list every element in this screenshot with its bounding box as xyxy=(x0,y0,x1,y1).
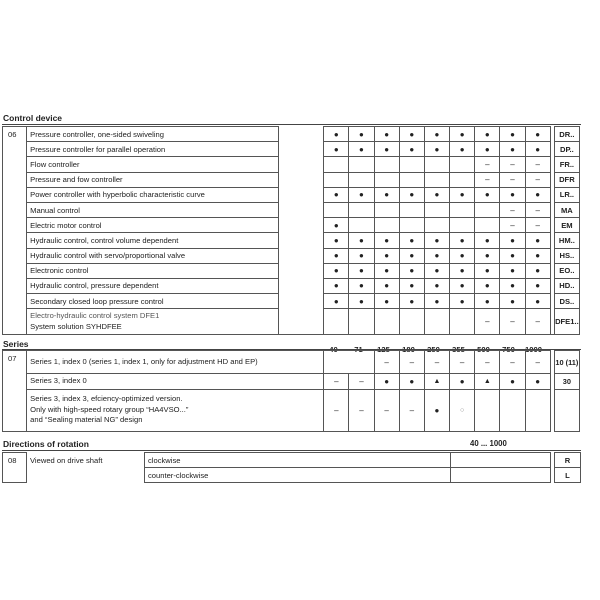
control-mark: ● xyxy=(424,233,449,248)
control-code: HD.. xyxy=(554,278,579,293)
series-mark: – xyxy=(349,374,374,390)
control-mark: – xyxy=(500,202,525,217)
control-mark xyxy=(450,157,475,172)
control-row xyxy=(3,142,580,157)
control-mark: ● xyxy=(399,278,424,293)
series-mark: – xyxy=(525,351,550,374)
control-mark: ● xyxy=(500,187,525,202)
control-mark xyxy=(399,202,424,217)
series-mark xyxy=(349,351,374,374)
series-mark: – xyxy=(374,389,399,431)
control-mark: – xyxy=(525,309,550,335)
control-mark: ● xyxy=(374,142,399,157)
series-title: Series xyxy=(3,339,29,349)
control-row xyxy=(3,248,580,263)
series-code: 30 xyxy=(554,374,579,390)
control-mark: ● xyxy=(475,248,500,263)
control-code: MA xyxy=(554,202,579,217)
control-mark: ● xyxy=(324,263,349,278)
control-mark: ● xyxy=(399,263,424,278)
control-mark: ● xyxy=(374,278,399,293)
control-label: Hydraulic control, control volume dependent xyxy=(27,233,279,248)
control-mark xyxy=(349,218,374,233)
series-mark: ● xyxy=(450,374,475,390)
control-mark: – xyxy=(475,172,500,187)
control-mark: ● xyxy=(525,248,550,263)
control-mark: ● xyxy=(399,187,424,202)
control-mark xyxy=(374,172,399,187)
control-row xyxy=(3,218,580,233)
series-mark xyxy=(525,389,550,431)
control-row xyxy=(3,263,580,278)
control-mark: ● xyxy=(399,294,424,309)
series-mark: – xyxy=(349,389,374,431)
control-label: Pressure controller for parallel operation xyxy=(27,142,279,157)
series-mark: ● xyxy=(424,389,449,431)
control-row xyxy=(3,187,580,202)
control-label: Hydraulic control, pressure dependent xyxy=(27,278,279,293)
control-mark: ● xyxy=(475,127,500,142)
rotation-option-clockwise: clockwise xyxy=(145,453,451,468)
control-group-no: 06 xyxy=(3,127,27,335)
control-mark: ● xyxy=(500,294,525,309)
series-table xyxy=(2,350,580,432)
control-code: DFR xyxy=(554,172,579,187)
control-mark: ● xyxy=(525,233,550,248)
control-mark xyxy=(450,309,475,335)
control-code: EO.. xyxy=(554,263,579,278)
control-row-dfe xyxy=(3,309,580,335)
rotation-group-no: 08 xyxy=(3,453,27,483)
control-mark: ● xyxy=(475,187,500,202)
control-row xyxy=(3,233,580,248)
control-mark: ● xyxy=(349,127,374,142)
series-mark: ● xyxy=(399,374,424,390)
control-mark: ● xyxy=(349,294,374,309)
control-mark: ● xyxy=(374,187,399,202)
control-mark: ● xyxy=(349,263,374,278)
rotation-table xyxy=(2,452,581,483)
series-row xyxy=(3,374,580,390)
series-mark: ● xyxy=(374,374,399,390)
control-mark: ● xyxy=(324,294,349,309)
control-mark: – xyxy=(475,157,500,172)
control-mark: ● xyxy=(424,278,449,293)
control-mark: – xyxy=(475,309,500,335)
series-code: 10 (11) xyxy=(554,351,579,374)
rotation-code-r: R xyxy=(555,453,581,468)
control-mark: ● xyxy=(475,142,500,157)
control-mark xyxy=(324,309,349,335)
control-mark xyxy=(399,218,424,233)
control-mark: ● xyxy=(349,233,374,248)
control-mark: ● xyxy=(450,263,475,278)
control-code: HS.. xyxy=(554,248,579,263)
series-label xyxy=(27,351,324,374)
control-code: HM.. xyxy=(554,233,579,248)
control-mark xyxy=(349,172,374,187)
control-mark: ● xyxy=(500,263,525,278)
control-mark xyxy=(424,202,449,217)
series-mark: – xyxy=(324,389,349,431)
control-mark: ● xyxy=(374,294,399,309)
control-code: DP.. xyxy=(554,142,579,157)
series-mark: – xyxy=(475,351,500,374)
control-mark: ● xyxy=(450,278,475,293)
rotation-rule xyxy=(2,450,581,451)
control-row xyxy=(3,127,580,142)
series-group-no: 07 xyxy=(3,351,27,432)
control-mark: ● xyxy=(324,218,349,233)
control-mark: ● xyxy=(399,142,424,157)
control-mark: ● xyxy=(374,248,399,263)
control-label-dfe xyxy=(27,309,279,335)
control-mark xyxy=(374,218,399,233)
control-mark: ● xyxy=(374,263,399,278)
control-mark: ● xyxy=(324,187,349,202)
control-device-title: Control device xyxy=(3,113,63,123)
control-mark: ● xyxy=(399,248,424,263)
control-mark xyxy=(399,309,424,335)
control-mark: ● xyxy=(500,248,525,263)
series-label-line3: and “Sealing material NG” design xyxy=(30,415,143,425)
rotation-option-counter-clockwise: counter-clockwise xyxy=(145,468,451,483)
series-mark: – xyxy=(399,351,424,374)
control-code-dfe: DFE1.. xyxy=(554,309,579,335)
control-mark xyxy=(324,172,349,187)
control-code: DS.. xyxy=(554,294,579,309)
series-mark: ○ xyxy=(450,389,475,431)
control-mark: ● xyxy=(525,142,550,157)
control-mark: ● xyxy=(399,233,424,248)
series-mark: – xyxy=(450,351,475,374)
control-mark xyxy=(324,157,349,172)
control-mark: ● xyxy=(450,294,475,309)
control-mark: ● xyxy=(450,248,475,263)
control-mark: ● xyxy=(450,187,475,202)
control-mark: ● xyxy=(324,127,349,142)
control-mark: – xyxy=(500,218,525,233)
control-mark: ● xyxy=(525,278,550,293)
control-mark: ● xyxy=(424,127,449,142)
control-mark: – xyxy=(500,157,525,172)
series-row xyxy=(3,389,580,431)
control-mark: ● xyxy=(525,127,550,142)
control-mark: ● xyxy=(525,294,550,309)
control-mark: – xyxy=(525,157,550,172)
series-mark: – xyxy=(324,374,349,390)
control-label: Flow controller xyxy=(27,157,279,172)
control-label: Pressure controller, one-sided swiveling xyxy=(27,127,279,142)
control-mark: ● xyxy=(450,142,475,157)
control-label: Pressure and fow controller xyxy=(27,172,279,187)
control-mark: – xyxy=(500,309,525,335)
control-mark xyxy=(424,172,449,187)
control-mark xyxy=(450,172,475,187)
control-mark: ● xyxy=(475,294,500,309)
control-code: DR.. xyxy=(554,127,579,142)
control-mark: ● xyxy=(374,233,399,248)
control-mark: ● xyxy=(475,263,500,278)
series-code xyxy=(554,389,579,431)
series-mark xyxy=(475,389,500,431)
series-row xyxy=(3,351,580,374)
control-mark: ● xyxy=(424,263,449,278)
control-mark: – xyxy=(525,218,550,233)
series-label-line1: Series 3, index 3, efciency-optimized version. xyxy=(30,394,183,404)
control-mark: ● xyxy=(399,127,424,142)
series-mark: – xyxy=(500,351,525,374)
control-code: LR.. xyxy=(554,187,579,202)
control-code: FR.. xyxy=(554,157,579,172)
control-mark xyxy=(349,157,374,172)
control-mark: ● xyxy=(475,278,500,293)
control-mark: ● xyxy=(349,142,374,157)
control-row xyxy=(3,294,580,309)
control-label: Power controller with hyperbolic characteristic curve xyxy=(27,187,279,202)
series-mark: ● xyxy=(525,374,550,390)
control-label: Electronic control xyxy=(27,263,279,278)
control-mark xyxy=(374,309,399,335)
control-mark xyxy=(349,309,374,335)
control-label: Secondary closed loop pressure control xyxy=(27,294,279,309)
control-mark: ● xyxy=(525,263,550,278)
control-mark: ● xyxy=(525,187,550,202)
control-mark: ● xyxy=(324,142,349,157)
control-mark: ● xyxy=(424,187,449,202)
control-mark xyxy=(424,157,449,172)
control-mark xyxy=(324,202,349,217)
control-code: EM xyxy=(554,218,579,233)
control-mark: ● xyxy=(475,233,500,248)
control-device-rule xyxy=(2,124,581,125)
series-label-line2: Only with high-speed rotary group “HA4VSO...” xyxy=(30,404,189,414)
control-mark xyxy=(450,202,475,217)
control-mark xyxy=(399,172,424,187)
control-mark: ● xyxy=(424,294,449,309)
series-label xyxy=(27,374,324,390)
control-mark: ● xyxy=(500,233,525,248)
control-mark: ● xyxy=(349,278,374,293)
control-mark xyxy=(399,157,424,172)
dfe-line-2: System solution SYHDFEE xyxy=(30,321,122,331)
control-mark: ● xyxy=(349,248,374,263)
rotation-description: Viewed on drive shaft xyxy=(27,453,145,483)
control-mark: ● xyxy=(500,142,525,157)
control-label: Hydraulic control with servo/proportional valve xyxy=(27,248,279,263)
control-mark: – xyxy=(500,172,525,187)
control-mark: ● xyxy=(424,248,449,263)
rotation-range: 40 ... 1000 xyxy=(470,439,507,448)
control-mark: ● xyxy=(500,278,525,293)
dfe-line-1: Electro-hydraulic control system DFE1 xyxy=(30,311,160,321)
control-mark: ● xyxy=(324,278,349,293)
series-mark: ▲ xyxy=(424,374,449,390)
control-mark: ● xyxy=(324,248,349,263)
control-mark: ● xyxy=(324,233,349,248)
control-mark: ● xyxy=(349,187,374,202)
control-mark: – xyxy=(525,172,550,187)
control-row xyxy=(3,202,580,217)
series-label-text: Series 1, index 0 (series 1, index 1, only for adjustment HD and EP) xyxy=(30,356,258,366)
control-mark: ● xyxy=(450,233,475,248)
control-mark xyxy=(475,202,500,217)
control-mark xyxy=(424,309,449,335)
control-mark xyxy=(424,218,449,233)
series-mark: – xyxy=(424,351,449,374)
control-row xyxy=(3,157,580,172)
control-mark xyxy=(374,157,399,172)
control-row xyxy=(3,172,580,187)
control-mark xyxy=(349,202,374,217)
control-mark: ● xyxy=(500,127,525,142)
control-mark xyxy=(475,218,500,233)
control-mark xyxy=(374,202,399,217)
series-label-text: Series 3, index 0 xyxy=(30,376,87,385)
control-row xyxy=(3,278,580,293)
rotation-code-l: L xyxy=(555,468,581,483)
control-label: Manual control xyxy=(27,202,279,217)
rotation-title: Directions of rotation xyxy=(3,439,89,449)
series-mark: ● xyxy=(500,374,525,390)
series-mark: – xyxy=(374,351,399,374)
series-mark: – xyxy=(399,389,424,431)
series-mark xyxy=(500,389,525,431)
control-mark: ● xyxy=(424,142,449,157)
control-mark: – xyxy=(525,202,550,217)
series-label xyxy=(27,389,324,431)
control-device-table xyxy=(2,126,580,335)
series-mark xyxy=(324,351,349,374)
control-mark: ● xyxy=(374,127,399,142)
control-label: Electric motor control xyxy=(27,218,279,233)
control-mark: ● xyxy=(450,127,475,142)
series-mark: ▲ xyxy=(475,374,500,390)
control-mark xyxy=(450,218,475,233)
